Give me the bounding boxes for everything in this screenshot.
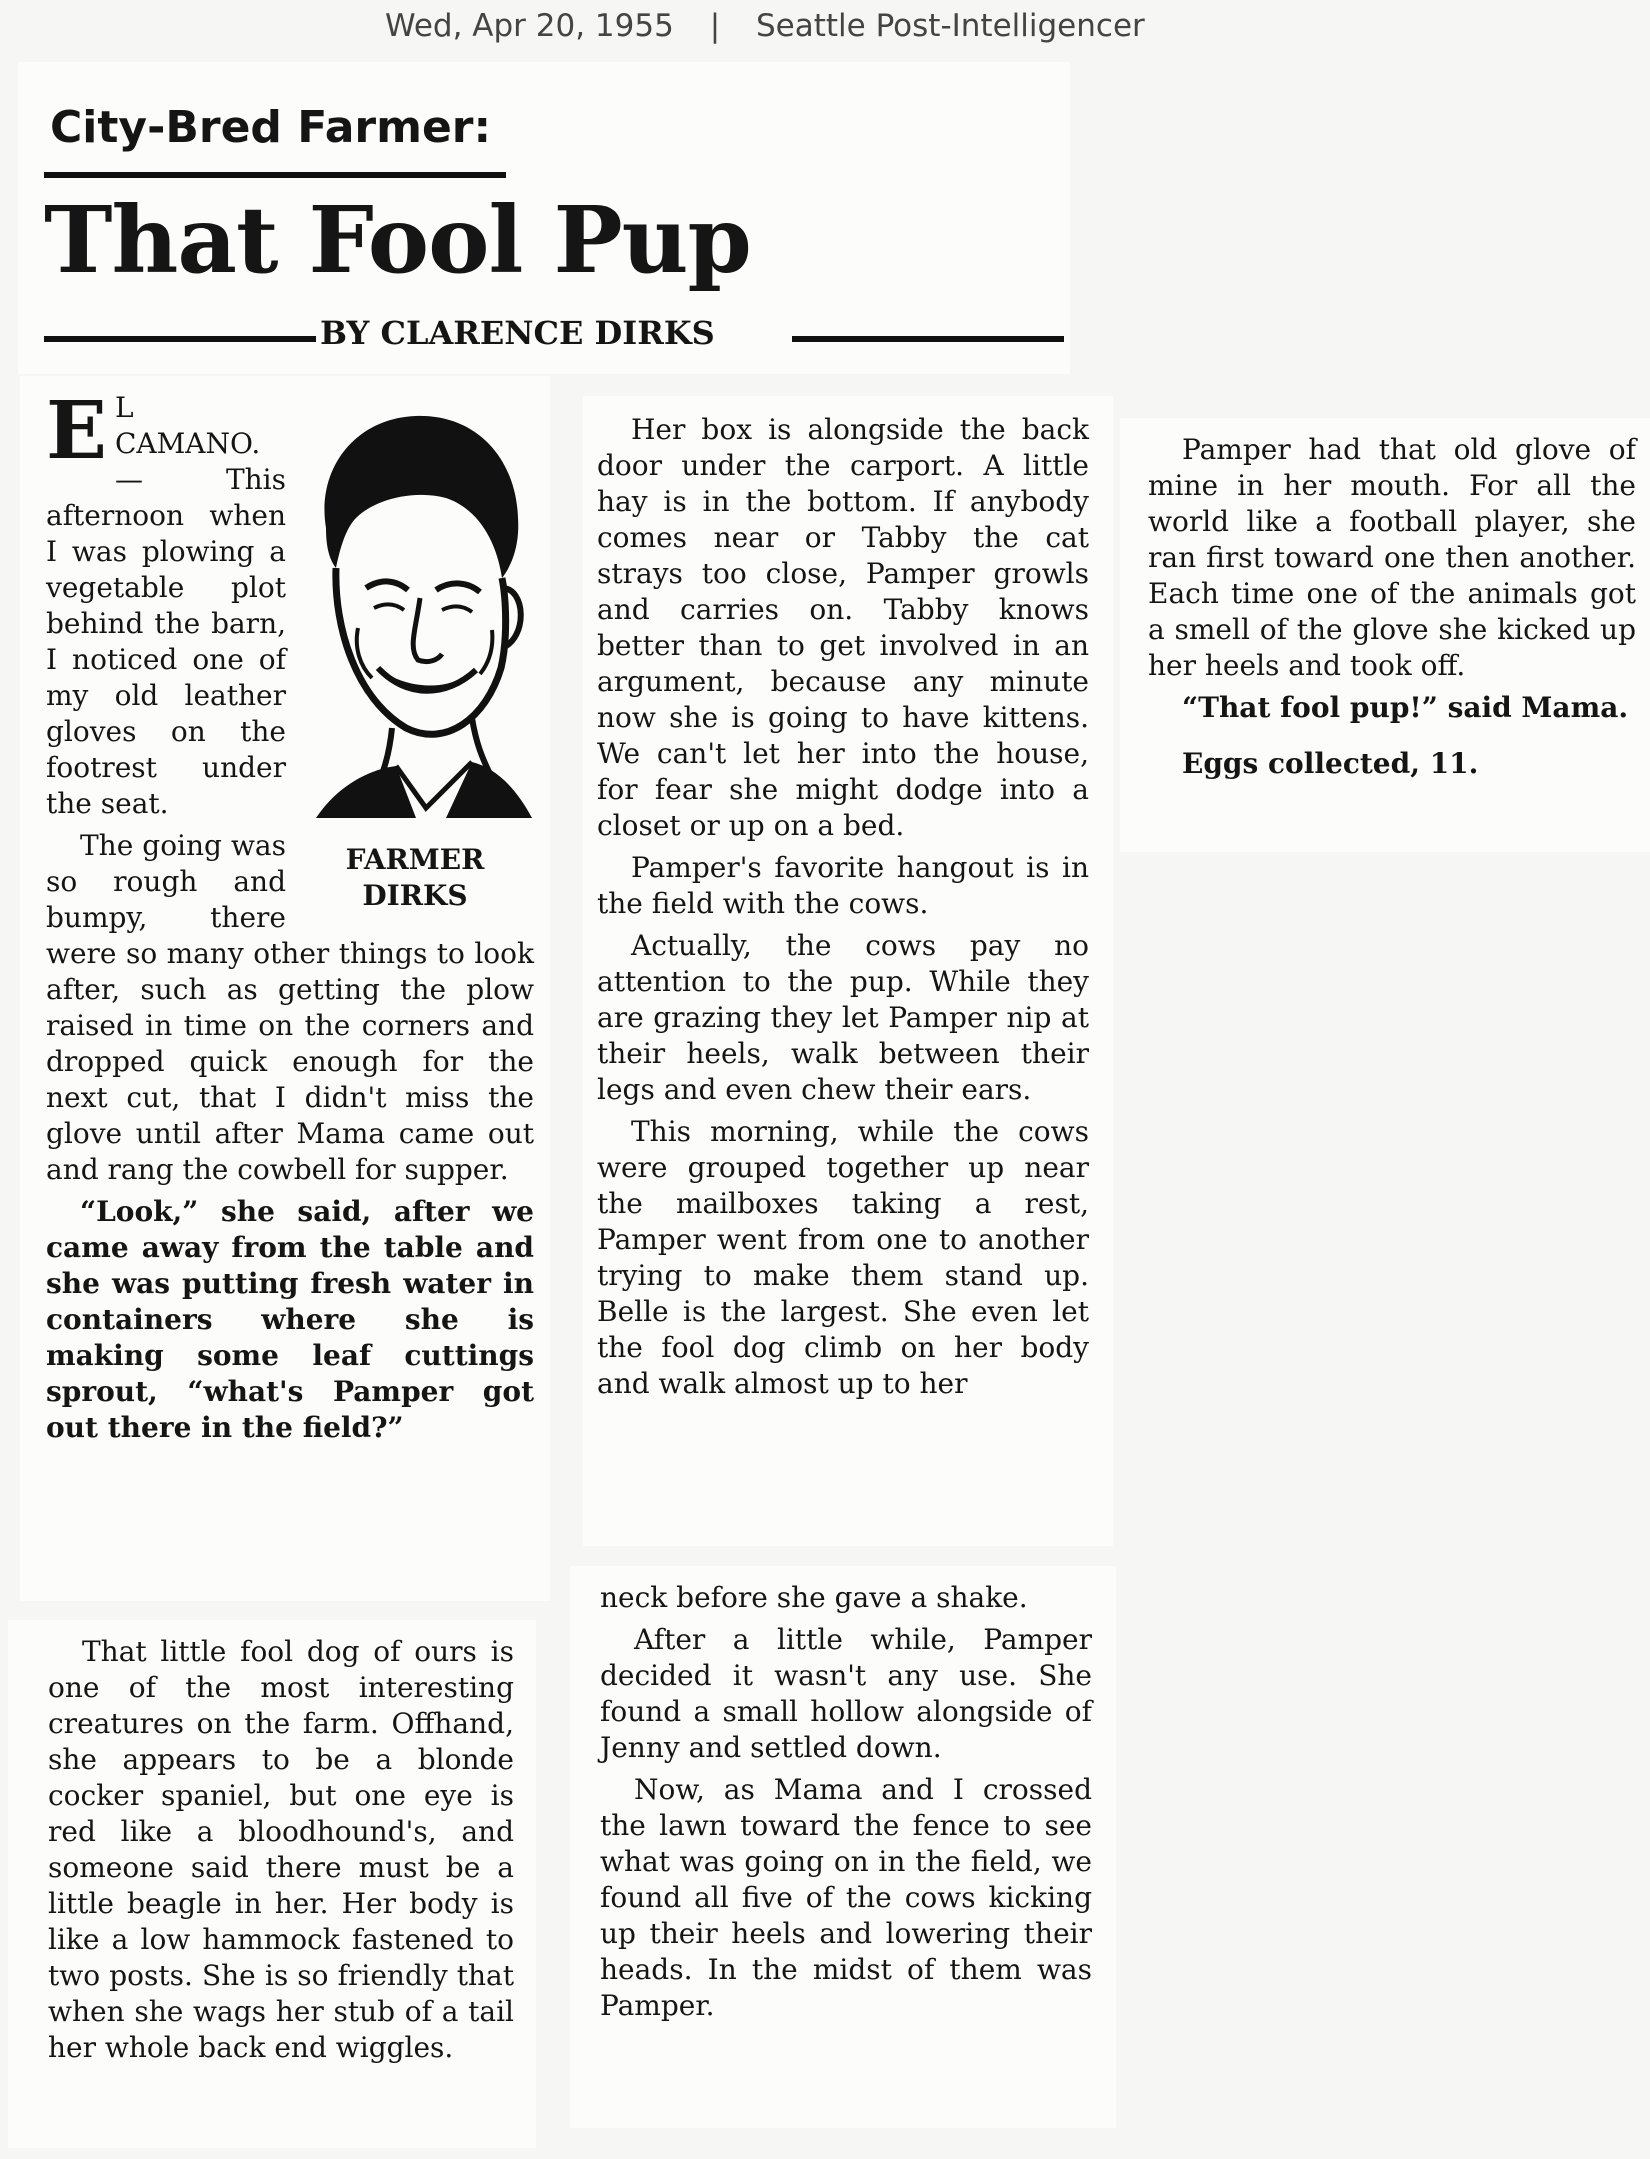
column-2b-clipping <box>570 1566 1116 2128</box>
column-3-paragraph-1: Pamper had that old glove of mine in her mouth. For all the world like a football player, she ran first toward one then another. Each time one of the animals got a smell of the glove she kicked up her heels and took off. <box>1148 433 1636 682</box>
column-1b-paragraph-1: That little fool dog of ours is one of the most interesting creatures on the farm. Offhand, she appears to be a blonde cocker spaniel, but one eye is red like a bloodhound's, and someone said there must be a little beagle in her. Her body is like a low hammock fastened to two posts. She is so friendly that when she wags her stub of a tail her whole back end wiggles. <box>48 1635 514 2064</box>
portrait-caption <box>296 842 534 914</box>
headline: That Fool Pup <box>44 186 751 294</box>
column-2b-paragraph-2: After a little while, Pamper decided it wasn't any use. She found a small hollow alongside of Jenny and settled down. <box>600 1623 1092 1764</box>
farmer-portrait-icon <box>296 398 534 838</box>
column-3-clipping <box>1120 418 1650 852</box>
drop-cap: E <box>46 383 107 477</box>
column-1-paragraph-3: “Look,” she said, after we came away from the table and she was putting fresh water in containers where she is making some leaf cuttings sprout, “what's Pamper got out there in the field?” <box>46 1195 534 1444</box>
column-2b-paragraph-1: neck before she gave a shake. <box>600 1581 1028 1614</box>
column-1-paragraph-1-text: L CAMANO. — This afternoon when I was plowing a vegetable plot behind the barn, I noticed one of my old leather gloves on the footrest under the seat. <box>46 391 286 820</box>
portrait-block <box>296 398 534 914</box>
dateline-publication: Seattle Post-Intelligencer <box>756 8 1145 44</box>
column-2b-paragraph-3: Now, as Mama and I crossed the lawn toward the fence to see what was going on in the field, we found all five of the cows kicking up their heels and lowering their heads. In the midst of them was Pamper. <box>600 1773 1092 2022</box>
caption-line-2: DIRKS <box>362 879 468 912</box>
kicker-rule <box>44 172 506 178</box>
dateline-date: Wed, Apr 20, 1955 <box>385 8 674 44</box>
caption-line-1: FARMER <box>345 843 485 876</box>
column-2-paragraph-2: Pamper's favorite hangout is in the field with the cows. <box>597 851 1089 920</box>
column-1-clipping <box>20 376 550 1601</box>
dateline <box>385 8 1145 44</box>
column-1-paragraph-2: The going was so rough and bumpy, there were so many other things to look after, such as getting the plow raised in time on the corners and dropped quick enough for the next cut, that I didn't miss the glove until after Mama came out and rang the cowbell for supper. <box>46 829 534 1186</box>
column-1b-clipping <box>8 1620 536 2148</box>
column-2-paragraph-4: This morning, while the cows were grouped together up near the mailboxes taking a rest, Pamper went from one to another trying to make them stand up. Belle is the largest. She even let the fool dog climb on her body and walk almost up to her <box>597 1115 1089 1400</box>
column-3-paragraph-3: Eggs collected, 11. <box>1182 747 1479 780</box>
byline: BY CLARENCE DIRKS <box>320 314 715 352</box>
column-3-paragraph-2: “That fool pup!” said Mama. <box>1182 691 1629 724</box>
column-2-clipping <box>583 396 1113 1546</box>
column-2-paragraph-1: Her box is alongside the back door under the carport. A little hay is in the bottom. If anybody comes near or Tabby the cat strays too close, Pamper growls and carries on. Tabby knows better than to get involved in an argument, because any minute now she is going to have kittens. We can't let her into the house, for fear she might dodge into a closet or up on a bed. <box>597 413 1089 842</box>
byline-rule-right <box>792 336 1064 342</box>
byline-rule-left <box>44 336 316 342</box>
dateline-separator: | <box>709 8 721 44</box>
kicker-title: City-Bred Farmer: <box>50 102 492 153</box>
column-2-paragraph-3: Actually, the cows pay no attention to the pup. While they are grazing they let Pamper nip at their heels, walk between their legs and even chew their ears. <box>597 929 1089 1106</box>
